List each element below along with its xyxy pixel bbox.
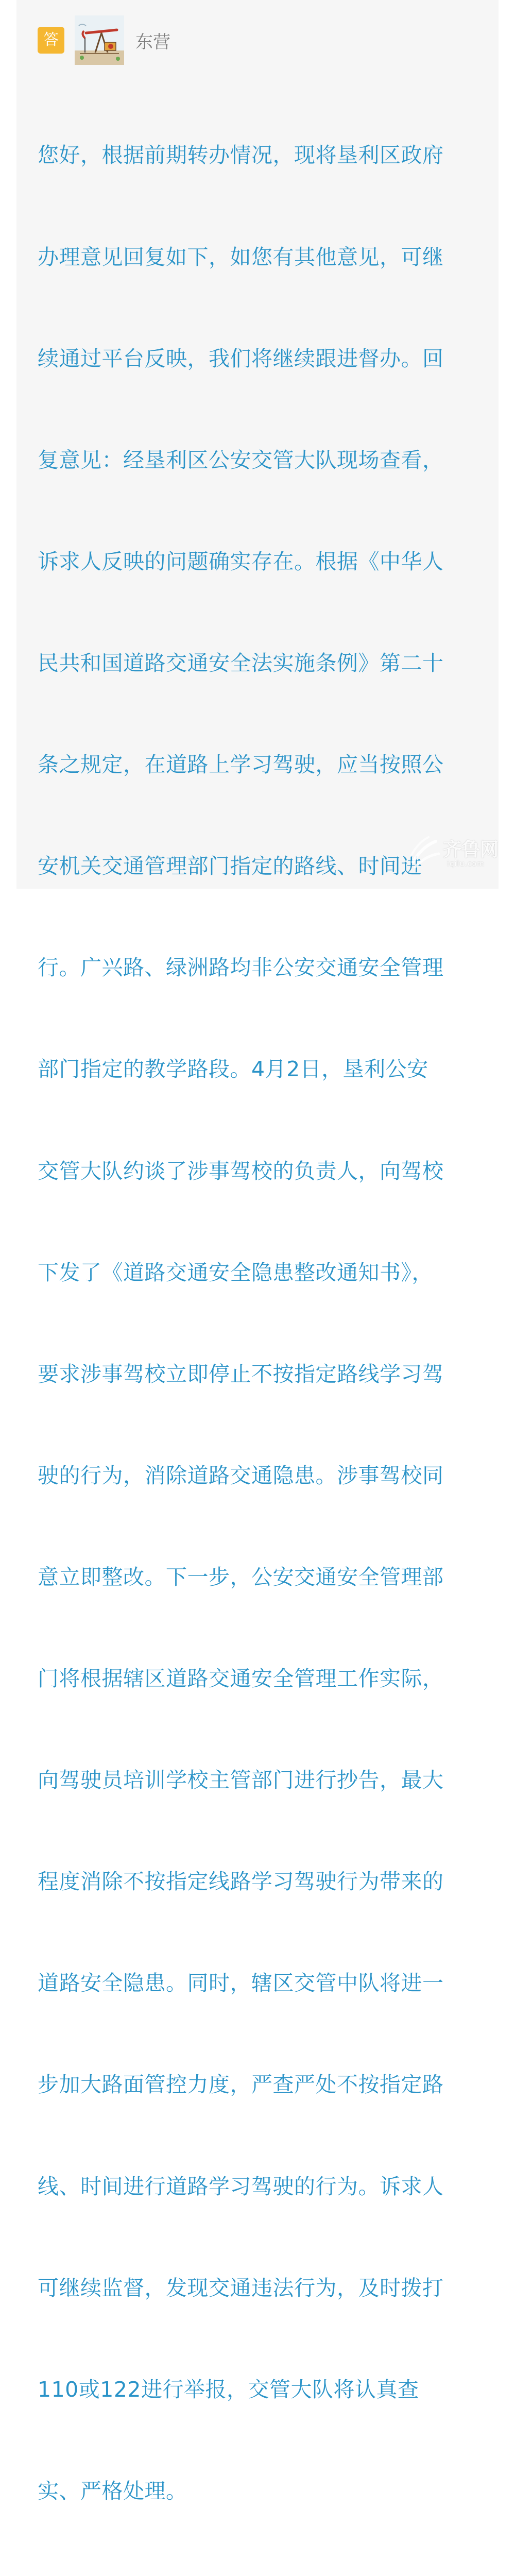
answer-line: 驶的行为，消除道路交通隐患。涉事驾校同: [38, 1463, 444, 1488]
answer-line: 下发了《道路交通安全隐患整改通知书》，: [38, 1260, 433, 1285]
answer-line: 要求涉事驾校立即停止不按指定路线学习驾: [38, 1361, 444, 1386]
answer-line: 行。广兴路、绿洲路均非公安交通安全管理: [38, 955, 444, 980]
answer-line: 您好，根据前期转办情况，现将垦利区政府: [38, 143, 444, 168]
answer-line: 意立即整改。下一步，公安交通安全管理部: [38, 1564, 444, 1589]
answer-line: 门将根据辖区道路交通安全管理工作实际，: [38, 1666, 444, 1691]
answer-line: 条之规定，在道路上学习驾驶，应当按照公: [38, 752, 444, 777]
answer-line: 诉求人反映的问题确实存在。根据《中华人: [38, 549, 444, 574]
answer-header: [38, 15, 170, 65]
oil-pump-jack-icon: [75, 15, 124, 65]
avatar[interactable]: [75, 15, 124, 65]
watermark: [407, 827, 500, 878]
author-name[interactable]: 东营: [135, 31, 170, 53]
answer-line: 向驾驶员培训学校主管部门进行抄告，最大: [38, 1768, 444, 1793]
watermark-subtext: iqilu.com: [447, 860, 485, 868]
answer-line: 续通过平台反映，我们将继续跟进督办。回: [38, 346, 444, 371]
answer-line: 线、时间进行道路学习驾驶的行为。诉求人: [38, 2174, 444, 2199]
answer-badge: 答: [38, 27, 64, 54]
answer-line: 办理意见回复如下，如您有其他意见，可继: [38, 244, 444, 269]
answer-line: 道路安全隐患。同时，辖区交管中队将进一: [38, 1971, 444, 1996]
answer-line: 程度消除不按指定线路学习驾驶行为带来的: [38, 1869, 444, 1894]
watermark-swirl-icon: [407, 831, 443, 872]
answer-line: 步加大路面管控力度，严查严处不按指定路: [38, 2072, 444, 2097]
answer-line: 交管大队约谈了涉事驾校的负责人，向驾校: [38, 1158, 444, 1183]
answer-line: 实、严格处理。: [38, 2478, 187, 2503]
answer-line: 民共和国道路交通安全法实施条例》第二十: [38, 650, 444, 675]
answer-line: 110或122进行举报，交管大队将认真查: [38, 2377, 419, 2402]
answer-text: [38, 71, 480, 2576]
answer-line: 可继续监督，发现交通违法行为，及时拨打: [38, 2275, 444, 2300]
answer-line: 部门指定的教学路段。4月2日，垦利公安: [38, 1057, 428, 1082]
answer-line: 复意见：经垦利区公安交管大队现场查看，: [38, 447, 444, 472]
watermark-text: 齐鲁网: [443, 839, 499, 860]
answer-line: 安机关交通管理部门指定的路线、时间进: [38, 854, 422, 879]
